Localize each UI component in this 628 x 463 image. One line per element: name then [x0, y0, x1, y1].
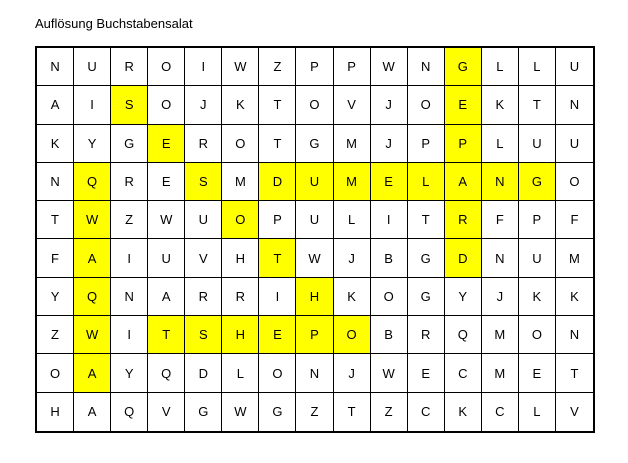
grid-cell: T: [37, 201, 74, 239]
page-title: Auflösung Buchstabensalat: [35, 16, 193, 31]
grid-cell: Y: [37, 278, 74, 316]
grid-cell: R: [185, 125, 222, 163]
grid-cell: T: [519, 86, 556, 124]
grid-cell: G: [408, 278, 445, 316]
grid-cell: Z: [111, 201, 148, 239]
grid-cell-highlighted: A: [74, 239, 111, 277]
grid-cell: O: [519, 316, 556, 354]
grid-cell-highlighted: O: [334, 316, 371, 354]
grid-cell: P: [519, 201, 556, 239]
grid-cell: J: [371, 86, 408, 124]
grid-cell: G: [185, 393, 222, 431]
grid-cell: Z: [371, 393, 408, 431]
grid-cell: W: [222, 48, 259, 86]
grid-cell-highlighted: T: [148, 316, 185, 354]
grid-cell-highlighted: S: [111, 86, 148, 124]
grid-cell: H: [37, 393, 74, 431]
grid-cell: M: [556, 239, 593, 277]
grid-cell: C: [408, 393, 445, 431]
grid-cell: V: [570, 404, 579, 420]
grid-cell: N: [482, 239, 519, 277]
grid-cell: Z: [37, 316, 74, 354]
grid-cell-highlighted: A: [445, 163, 482, 201]
grid-cell: F: [482, 201, 519, 239]
grid-cell: U: [296, 201, 333, 239]
grid-cell: W: [371, 354, 408, 392]
grid-cell: K: [37, 125, 74, 163]
grid-cell-highlighted: R: [445, 201, 482, 239]
grid-cell: W: [371, 48, 408, 86]
grid-cell: U: [74, 48, 111, 86]
grid-cell: D: [185, 354, 222, 392]
grid-cell: O: [148, 86, 185, 124]
grid-cell: O: [222, 125, 259, 163]
grid-cell: B: [371, 239, 408, 277]
grid-cell: C: [445, 354, 482, 392]
grid-cell-highlighted: W: [74, 201, 111, 239]
grid-cell: J: [371, 125, 408, 163]
grid-cell: T: [259, 86, 296, 124]
grid-cell-highlighted: H: [222, 316, 259, 354]
grid-cell: R: [111, 48, 148, 86]
grid-cell: Q: [111, 393, 148, 431]
grid-cell-highlighted: E: [371, 163, 408, 201]
grid-cell: R: [111, 163, 148, 201]
grid-cell: J: [482, 278, 519, 316]
grid-cell: A: [37, 86, 74, 124]
grid-cell-highlighted: L: [408, 163, 445, 201]
grid-cell-highlighted: W: [74, 316, 111, 354]
grid-cell: L: [482, 48, 519, 86]
grid-cell: L: [519, 48, 556, 86]
grid-cell: E: [519, 354, 556, 392]
grid-cell: Y: [445, 278, 482, 316]
grid-cell: O: [148, 48, 185, 86]
grid-cell: Z: [259, 48, 296, 86]
grid-cell: W: [296, 239, 333, 277]
grid-cell: H: [222, 239, 259, 277]
grid-cell: Q: [445, 316, 482, 354]
grid-cell: V: [185, 239, 222, 277]
grid-cell-highlighted: D: [445, 239, 482, 277]
grid-cell: M: [482, 354, 519, 392]
grid-cell: O: [371, 278, 408, 316]
grid-cell: T: [408, 201, 445, 239]
grid-cell: V: [334, 86, 371, 124]
grid-cell-highlighted: O: [222, 201, 259, 239]
grid-cell-highlighted: U: [296, 163, 333, 201]
grid-cell: K: [556, 278, 593, 316]
grid-cell: V: [148, 393, 185, 431]
grid-cell: O: [556, 163, 593, 201]
grid-cell: E: [408, 354, 445, 392]
grid-cell: T: [556, 354, 593, 392]
grid-cell: O: [296, 86, 333, 124]
grid-cell-highlighted: S: [185, 316, 222, 354]
grid-cell-highlighted: H: [296, 278, 333, 316]
grid-cell-highlighted: T: [259, 239, 296, 277]
grid-cell: C: [482, 393, 519, 431]
grid-cell: E: [148, 163, 185, 201]
grid-cell: F: [556, 201, 593, 239]
grid-cell: R: [408, 316, 445, 354]
grid-cell: F: [37, 239, 74, 277]
grid-cell: N: [556, 86, 593, 124]
grid-cell: U: [185, 201, 222, 239]
grid-cell-highlighted: Q: [74, 163, 111, 201]
grid-cell-highlighted: D: [259, 163, 296, 201]
grid-cell: M: [222, 163, 259, 201]
grid-cell: G: [259, 393, 296, 431]
grid-cell: K: [222, 86, 259, 124]
grid-cell: U: [519, 239, 556, 277]
grid-cell: Y: [111, 354, 148, 392]
grid-cell: I: [259, 278, 296, 316]
grid-cell: T: [334, 393, 371, 431]
grid-cell: W: [148, 201, 185, 239]
grid-cell: P: [259, 201, 296, 239]
grid-cell-highlighted: Q: [74, 278, 111, 316]
letter-grid: [35, 46, 595, 433]
grid-cell: B: [371, 316, 408, 354]
grid-cell: K: [445, 393, 482, 431]
grid-cell: G: [408, 239, 445, 277]
grid-cell: P: [296, 48, 333, 86]
grid-cell: A: [148, 278, 185, 316]
grid-cell: I: [371, 201, 408, 239]
grid-cell: M: [482, 316, 519, 354]
grid-cell-highlighted: G: [519, 163, 556, 201]
grid-cell-highlighted: P: [445, 125, 482, 163]
grid-cell: I: [74, 86, 111, 124]
grid-cell: I: [185, 48, 222, 86]
grid-cell: K: [334, 278, 371, 316]
grid-cell-highlighted: M: [334, 163, 371, 201]
grid-cell: K: [519, 278, 556, 316]
grid-cell: U: [556, 125, 593, 163]
grid-cell: G: [296, 125, 333, 163]
grid-cell: N: [37, 48, 74, 86]
grid-cell: L: [482, 125, 519, 163]
grid-cell: I: [111, 239, 148, 277]
grid-cell-highlighted: A: [74, 354, 111, 392]
grid-cell-highlighted: E: [148, 125, 185, 163]
grid-cell: R: [222, 278, 259, 316]
grid-cell: P: [408, 125, 445, 163]
grid-cell: L: [222, 354, 259, 392]
grid-cell: T: [259, 125, 296, 163]
grid-cell: J: [334, 239, 371, 277]
grid-cell: Q: [148, 354, 185, 392]
grid-cell: P: [334, 48, 371, 86]
grid-cell-highlighted: E: [445, 86, 482, 124]
grid-cell: O: [408, 86, 445, 124]
grid-cell-highlighted: P: [296, 316, 333, 354]
grid-cell: K: [482, 86, 519, 124]
grid-cell: W: [222, 393, 259, 431]
grid-cell: N: [556, 316, 593, 354]
grid-cell: N: [37, 163, 74, 201]
grid-cell-highlighted: G: [445, 48, 482, 86]
grid-cell-highlighted: E: [259, 316, 296, 354]
grid-cell: L: [519, 393, 556, 431]
grid-cell-highlighted: N: [482, 163, 519, 201]
grid-cell: U: [556, 48, 593, 86]
grid-cell: N: [296, 354, 333, 392]
grid-cell-highlighted: S: [185, 163, 222, 201]
grid-cell: Z: [296, 393, 333, 431]
grid-cell: O: [37, 354, 74, 392]
grid-cell: U: [148, 239, 185, 277]
grid-cell: N: [408, 48, 445, 86]
grid-cell: Y: [74, 125, 111, 163]
grid-cell: U: [519, 125, 556, 163]
grid-cell: L: [334, 201, 371, 239]
grid-cell: I: [111, 316, 148, 354]
grid-cell: M: [334, 125, 371, 163]
grid-cell: J: [334, 354, 371, 392]
grid-cell: O: [259, 354, 296, 392]
grid-cell: N: [111, 278, 148, 316]
grid-cell: G: [111, 125, 148, 163]
grid-cell: R: [185, 278, 222, 316]
grid-cell: A: [74, 393, 111, 431]
grid-cell: J: [185, 86, 222, 124]
